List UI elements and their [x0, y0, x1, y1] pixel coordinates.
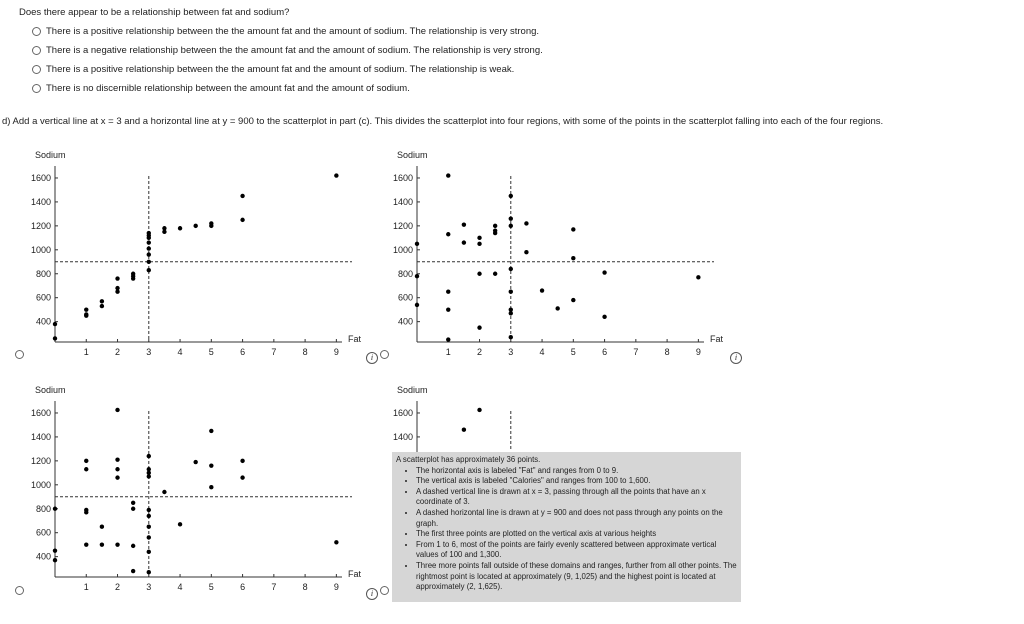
- x-tick-label: 4: [539, 347, 545, 357]
- choice-d-radio[interactable]: [380, 586, 389, 595]
- y-tick-label: 1600: [392, 172, 413, 183]
- tooltip-bullet: • Three more points fall outside of these domains and ranges, further from all other points. The rightmost point is located at approximately (9, 1,025) and the highest point is located at approximately (2, 1,625).: [416, 561, 737, 593]
- data-point: [147, 508, 151, 512]
- tooltip-list: [396, 466, 737, 593]
- data-point: [509, 311, 513, 315]
- data-point: [147, 514, 151, 518]
- info-icon[interactable]: i: [730, 352, 742, 364]
- data-point: [84, 307, 88, 311]
- chart-svg: [0, 146, 380, 366]
- data-point: [53, 548, 57, 552]
- data-point: [162, 490, 166, 494]
- option-label: There is a positive relationship between the the amount fat and the amount of sodium. The relationship is very strong.: [46, 26, 540, 37]
- x-tick-label: 8: [302, 582, 308, 592]
- data-point: [477, 408, 481, 412]
- data-point: [415, 242, 419, 246]
- y-axis-label: Sodium: [397, 385, 428, 395]
- data-point: [209, 463, 213, 467]
- x-tick-label: 2: [115, 347, 121, 357]
- data-point: [509, 216, 513, 220]
- x-axis-label: Fat: [348, 569, 362, 579]
- option-no-relationship[interactable]: [32, 83, 410, 94]
- data-point: [493, 272, 497, 276]
- tooltip-bullet: • The first three points are plotted on the vertical axis at various heights: [416, 529, 737, 540]
- data-point: [115, 290, 119, 294]
- data-point: [509, 290, 513, 294]
- data-point: [100, 525, 104, 529]
- x-tick-label: 4: [177, 347, 183, 357]
- data-point: [334, 173, 338, 177]
- x-tick-label: 6: [240, 347, 246, 357]
- data-point: [462, 222, 466, 226]
- data-point: [147, 260, 151, 264]
- x-tick-label: 5: [570, 347, 576, 357]
- y-tick-label: 1000: [392, 244, 413, 255]
- data-point: [446, 173, 450, 177]
- option-label: There is no discernible relationship between the amount fat and the amount of sodium.: [46, 83, 410, 94]
- description-tooltip: [392, 452, 741, 602]
- x-tick-label: 1: [445, 347, 451, 357]
- x-tick-label: 4: [177, 582, 183, 592]
- x-tick-label: 7: [633, 347, 639, 357]
- data-point: [53, 507, 57, 511]
- data-point: [209, 429, 213, 433]
- question-text: Does there appear to be a relationship between fat and sodium?: [19, 7, 290, 18]
- x-tick-label: 6: [602, 347, 608, 357]
- data-point: [147, 233, 151, 237]
- part-d-instructions: d) Add a vertical line at x = 3 and a horizontal line at y = 900 to the scatterplot in part (c). This divides the scatterplot into four regions, with some of the points in the scatterplot falling into each of the four regions.: [2, 116, 884, 127]
- data-point: [602, 270, 606, 274]
- data-point: [446, 307, 450, 311]
- info-icon[interactable]: i: [366, 588, 378, 600]
- data-point: [84, 312, 88, 316]
- data-point: [131, 501, 135, 505]
- y-axis-label: Sodium: [35, 150, 66, 160]
- x-tick-label: 7: [271, 347, 277, 357]
- data-point: [53, 336, 57, 340]
- data-point: [571, 298, 575, 302]
- data-point: [147, 474, 151, 478]
- y-tick-label: 1400: [30, 196, 51, 207]
- data-point: [84, 542, 88, 546]
- data-point: [147, 570, 151, 574]
- option-label: There is a negative relationship between the the amount fat and the amount of sodium. The relationship is very strong.: [46, 45, 543, 56]
- x-axis-label: Fat: [348, 334, 362, 344]
- data-point: [115, 542, 119, 546]
- y-tick-label: 1400: [392, 196, 413, 207]
- x-tick-label: 3: [146, 347, 152, 357]
- data-point: [509, 267, 513, 271]
- data-point: [555, 306, 559, 310]
- data-point: [147, 246, 151, 250]
- data-point: [540, 288, 544, 292]
- data-point: [147, 240, 151, 244]
- data-point: [446, 232, 450, 236]
- tooltip-bullet: • From 1 to 6, most of the points are fairly evenly scattered between approximate vertical values of 100 and 1,300.: [416, 540, 737, 561]
- choice-a-radio[interactable]: [15, 350, 24, 359]
- x-tick-label: 8: [302, 347, 308, 357]
- data-point: [571, 256, 575, 260]
- data-point: [696, 275, 700, 279]
- data-point: [100, 304, 104, 308]
- data-point: [493, 224, 497, 228]
- data-point: [477, 325, 481, 329]
- data-point: [147, 454, 151, 458]
- data-point: [193, 224, 197, 228]
- data-point: [115, 475, 119, 479]
- data-point: [115, 276, 119, 280]
- x-tick-label: 5: [208, 347, 214, 357]
- x-tick-label: 1: [83, 347, 89, 357]
- x-axis-label: Fat: [710, 334, 724, 344]
- data-point: [131, 569, 135, 573]
- data-point: [602, 315, 606, 319]
- data-point: [240, 218, 244, 222]
- data-point: [53, 558, 57, 562]
- data-point: [240, 194, 244, 198]
- data-point: [477, 242, 481, 246]
- chart-svg: [362, 146, 742, 366]
- x-tick-label: 9: [333, 582, 339, 592]
- data-point: [53, 322, 57, 326]
- radio-button[interactable]: [32, 46, 41, 55]
- y-tick-label: 1400: [30, 431, 51, 442]
- option-label: There is a positive relationship between the the amount fat and the amount of sodium. The relationship is weak.: [46, 64, 515, 75]
- data-point: [509, 335, 513, 339]
- data-point: [493, 231, 497, 235]
- y-tick-label: 600: [35, 527, 51, 538]
- data-point: [100, 542, 104, 546]
- chart-svg: [0, 381, 380, 601]
- data-point: [571, 227, 575, 231]
- y-tick-label: 800: [35, 503, 51, 514]
- x-tick-label: 8: [664, 347, 670, 357]
- data-point: [178, 226, 182, 230]
- data-point: [84, 459, 88, 463]
- tooltip-intro: A scatterplot has approximately 36 points.: [396, 455, 541, 464]
- x-tick-label: 2: [477, 347, 483, 357]
- y-tick-label: 400: [35, 551, 51, 562]
- y-tick-label: 400: [397, 316, 413, 327]
- tooltip-bullet: • A dashed vertical line is drawn at x = 3, passing through all the points that have an x coordinate of 3.: [416, 487, 737, 508]
- scatterplot-b: [362, 146, 742, 366]
- choice-c-radio[interactable]: [15, 586, 24, 595]
- x-tick-label: 9: [333, 347, 339, 357]
- y-tick-label: 1200: [392, 220, 413, 231]
- y-tick-label: 1000: [30, 479, 51, 490]
- y-tick-label: 600: [35, 292, 51, 303]
- option-positive-strong[interactable]: [32, 26, 539, 37]
- radio-button[interactable]: [32, 84, 41, 93]
- x-tick-label: 9: [695, 347, 701, 357]
- y-tick-label: 800: [397, 268, 413, 279]
- info-icon[interactable]: i: [366, 352, 378, 364]
- tooltip-bullet: • The vertical axis is labeled "Calories" and ranges from 100 to 1,600.: [416, 476, 737, 487]
- data-point: [100, 299, 104, 303]
- x-tick-label: 7: [271, 582, 277, 592]
- y-tick-label: 1400: [392, 431, 413, 442]
- y-axis-label: Sodium: [397, 150, 428, 160]
- tooltip-bullet: • The horizontal axis is labeled "Fat" and ranges from 0 to 9.: [416, 466, 737, 477]
- data-point: [147, 525, 151, 529]
- data-point: [131, 276, 135, 280]
- data-point: [415, 303, 419, 307]
- data-point: [115, 408, 119, 412]
- data-point: [131, 507, 135, 511]
- scatterplot-c: [0, 381, 380, 601]
- y-tick-label: 1600: [392, 407, 413, 418]
- y-tick-label: 1000: [30, 244, 51, 255]
- x-tick-label: 3: [508, 347, 514, 357]
- data-point: [477, 236, 481, 240]
- scatterplot-a: [0, 146, 380, 366]
- data-point: [334, 540, 338, 544]
- data-point: [178, 522, 182, 526]
- radio-button[interactable]: [32, 27, 41, 36]
- data-point: [446, 290, 450, 294]
- data-point: [240, 459, 244, 463]
- x-tick-label: 1: [83, 582, 89, 592]
- data-point: [147, 550, 151, 554]
- data-point: [147, 535, 151, 539]
- y-tick-label: 400: [35, 316, 51, 327]
- data-point: [209, 485, 213, 489]
- data-point: [462, 428, 466, 432]
- radio-button[interactable]: [32, 65, 41, 74]
- x-tick-label: 2: [115, 582, 121, 592]
- data-point: [115, 467, 119, 471]
- y-tick-label: 1200: [30, 220, 51, 231]
- data-point: [524, 250, 528, 254]
- data-point: [446, 337, 450, 341]
- data-point: [147, 268, 151, 272]
- data-point: [462, 240, 466, 244]
- data-point: [415, 274, 419, 278]
- data-point: [115, 457, 119, 461]
- data-point: [84, 467, 88, 471]
- x-tick-label: 5: [208, 582, 214, 592]
- tooltip-bullet: • A dashed horizontal line is drawn at y = 900 and does not pass through any points on the graph.: [416, 508, 737, 529]
- data-point: [477, 272, 481, 276]
- y-axis-label: Sodium: [35, 385, 66, 395]
- y-tick-label: 800: [35, 268, 51, 279]
- x-tick-label: 6: [240, 582, 246, 592]
- y-tick-label: 600: [397, 292, 413, 303]
- option-positive-weak[interactable]: [32, 64, 514, 75]
- data-point: [193, 460, 197, 464]
- data-point: [162, 230, 166, 234]
- choice-b-radio[interactable]: [380, 350, 389, 359]
- y-tick-label: 1600: [30, 407, 51, 418]
- data-point: [209, 224, 213, 228]
- data-point: [240, 475, 244, 479]
- x-tick-label: 3: [146, 582, 152, 592]
- data-point: [131, 544, 135, 548]
- y-tick-label: 1600: [30, 172, 51, 183]
- option-negative-strong[interactable]: [32, 45, 543, 56]
- data-point: [84, 510, 88, 514]
- data-point: [147, 252, 151, 256]
- data-point: [509, 194, 513, 198]
- data-point: [509, 224, 513, 228]
- y-tick-label: 1200: [30, 455, 51, 466]
- data-point: [524, 221, 528, 225]
